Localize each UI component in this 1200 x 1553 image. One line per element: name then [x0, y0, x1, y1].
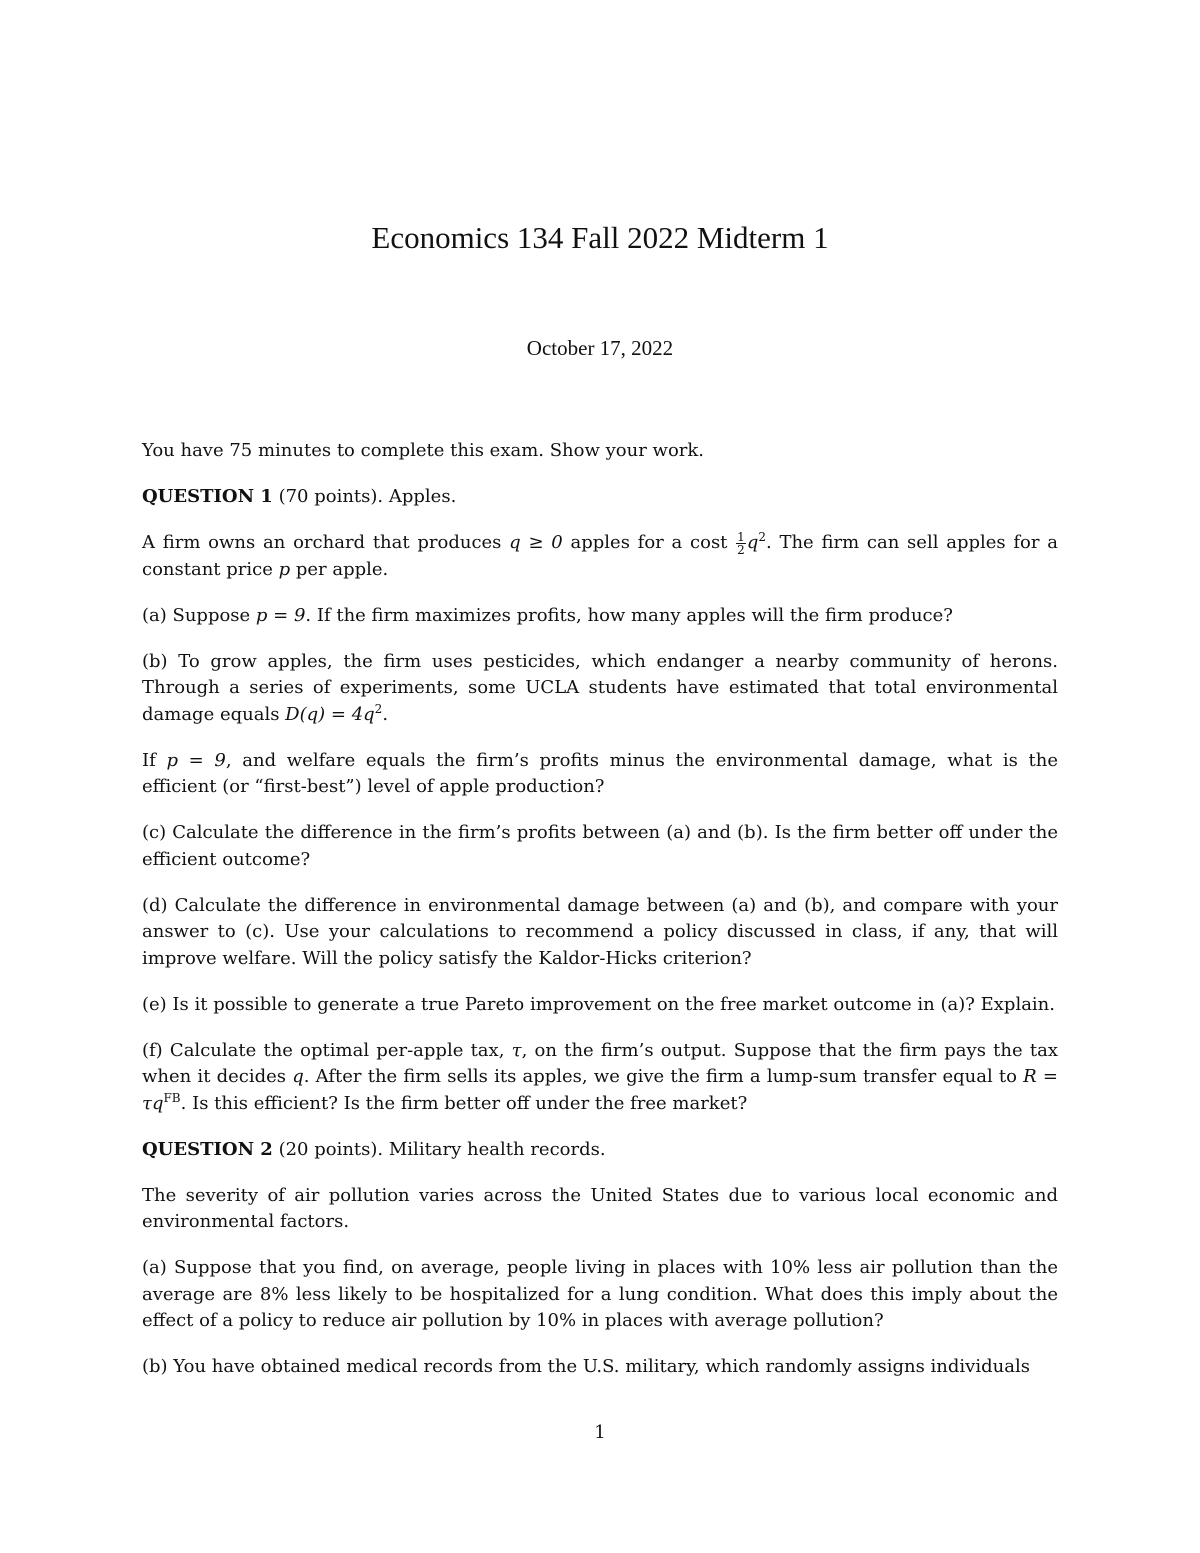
part-text: , on the firm’s output. Suppose that the firm pays the tax when it decides [142, 1039, 1058, 1087]
part-text: (b) To grow apples, the firm uses pesticides, which endanger a nearby community of herons. Through a series of experiments, some UCLA students have estimated that total environmental damage equals [142, 650, 1058, 725]
part-text: . If the firm maximizes profits, how many apples will the firm produce? [305, 604, 953, 626]
stem-text: per apple. [290, 558, 389, 580]
stem-text: A firm owns an orchard that produces [142, 532, 510, 553]
superscript: FB [163, 1090, 181, 1105]
stem-math: q [746, 532, 759, 553]
question-1-points: (70 points). Apples. [278, 486, 457, 507]
question-2-heading [142, 1137, 1058, 1164]
question-2-points: (20 points). Military health records. [278, 1138, 606, 1160]
question-1-heading [142, 484, 1058, 511]
fraction-denominator: 2 [737, 542, 745, 557]
part-text: . After the firm sells its apples, we give the firm a lump-sum transfer equal to [303, 1066, 1024, 1087]
question-1-stem [142, 530, 1058, 583]
instructions: You have 75 minutes to complete this exam. Show your work. [142, 440, 705, 461]
fraction-numerator: 1 [737, 529, 745, 544]
question-1f [142, 1038, 1058, 1118]
cost-fraction [736, 531, 746, 556]
question-2-stem: The severity of air pollution varies across the United States due to various local economic and environmental factors. [142, 1184, 1058, 1232]
superscript: 2 [374, 701, 383, 716]
part-text: (a) Suppose [142, 604, 256, 626]
part-text: , and welfare equals the firm’s profits minus the environmental damage, what is the efficient (or “first-best”) level of apple production? [142, 749, 1059, 797]
exam-title: Economics 134 Fall 2022 Midterm 1 [371, 220, 829, 255]
question-1c: (c) Calculate the difference in the firm’s profits between (a) and (b). Is the firm better off under the efficient outcome? [142, 822, 1058, 870]
question-1d: (d) Calculate the difference in environmental damage between (a) and (b), and compare with your answer to (c). Use your calculations to recommend a policy discussed in class, if any, that will improve welfare. Will the policy satisfy the Kaldor-Hicks criterion? [142, 894, 1058, 969]
part-math: D(q) = 4q [285, 703, 375, 725]
part-text: (f) Calculate the optimal per-apple tax, [142, 1039, 512, 1061]
superscript: 2 [758, 530, 766, 544]
page-number: 1 [594, 1422, 606, 1443]
stem-math: q ≥ 0 [509, 532, 563, 553]
stem-text: . The firm can sell apples for a constant price [142, 532, 1058, 580]
part-text: If [142, 749, 167, 771]
part-math: q [292, 1066, 304, 1087]
question-2-label: QUESTION 2 [142, 1138, 273, 1160]
question-1a [142, 603, 1058, 630]
question-1b [142, 649, 1058, 729]
exam-body [142, 438, 1058, 1381]
question-2b: (b) You have obtained medical records from the U.S. military, which randomly assigns individuals [142, 1356, 1030, 1377]
part-text: . [382, 703, 389, 725]
part-math: R = τq [142, 1066, 1058, 1114]
stem-text: apples for a cost [562, 532, 736, 553]
part-math: τ [511, 1039, 522, 1061]
exam-date: October 17, 2022 [526, 336, 674, 360]
part-math: p = 9 [255, 604, 306, 626]
question-1-label: QUESTION 1 [142, 486, 273, 507]
part-text: . Is this efficient? Is the firm better off under the free market? [180, 1092, 748, 1114]
question-1b-continued [142, 748, 1058, 801]
stem-math: p [278, 558, 291, 580]
part-math: p = 9 [166, 749, 226, 771]
question-2a: (a) Suppose that you find, on average, people living in places with 10% less air pollution than the average are 8% less likely to be hospitalized for a lung condition. What does this imply about the effect of a policy to reduce air pollution by 10% in places with average pollution? [142, 1257, 1058, 1331]
question-1e: (e) Is it possible to generate a true Pareto improvement on the free market outcome in (a)? Explain. [142, 993, 1055, 1015]
